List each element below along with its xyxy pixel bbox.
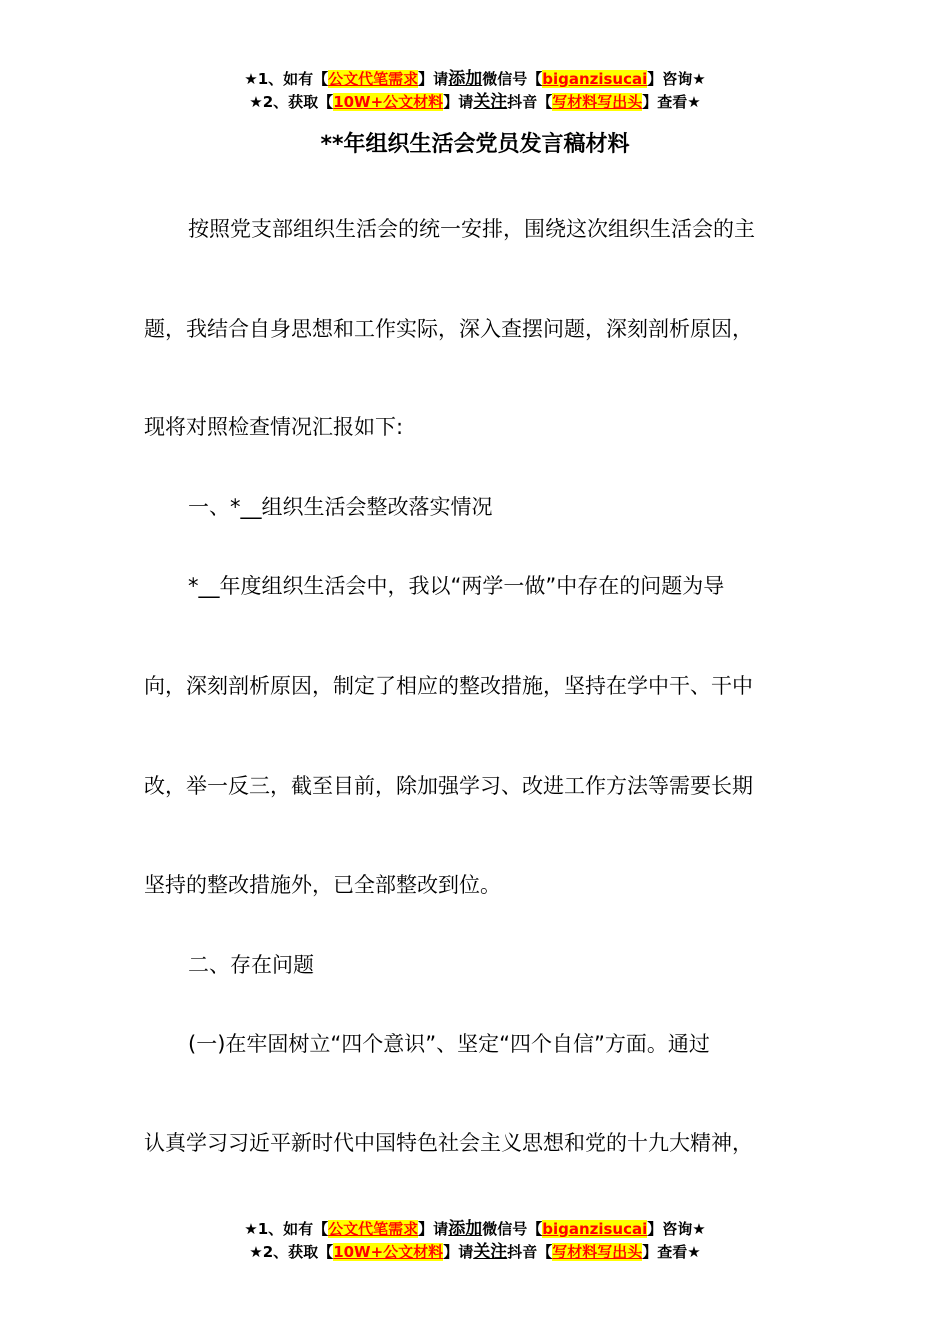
follow-emphasis: 关注 <box>473 92 508 112</box>
header-banner-line-2 <box>0 91 950 114</box>
footer-banner-line-1 <box>0 1218 950 1241</box>
body-line-11: 认真学习习近平新时代中国特色社会主义思想和党的十九大精神， <box>144 1131 753 1155</box>
banner-text: 微信号【 <box>482 1220 543 1238</box>
footer-banner <box>0 1218 950 1264</box>
service-highlight: 公文代笔需求 <box>328 1220 419 1238</box>
wechat-id-highlight: biganzisucai <box>542 1220 648 1238</box>
document-title: **年组织生活会党员发言稿材料 <box>320 132 630 157</box>
add-emphasis: 添加 <box>448 69 483 89</box>
section-heading-2: 二、存在问题 <box>188 953 314 977</box>
add-emphasis: 添加 <box>448 1219 483 1239</box>
follow-emphasis: 关注 <box>473 1242 508 1262</box>
footer-banner-line-2 <box>0 1241 950 1264</box>
body-line-10: (一)在牢固树立“四个意识”、坚定“四个自信”方面。通过 <box>188 1032 710 1056</box>
banner-text: 】请 <box>418 70 449 88</box>
banner-text: ★2、获取【 <box>249 1243 334 1261</box>
body-line-7: 改，举一反三，截至目前，除加强学习、改进工作方法等需要长期 <box>144 774 753 798</box>
body-line-3: 现将对照检查情况汇报如下: <box>144 415 404 439</box>
body-line-2: 题，我结合自身思想和工作实际，深入查摆问题，深刻剖析原因， <box>144 317 753 341</box>
banner-text: 】查看★ <box>642 1243 701 1261</box>
banner-text: ★1、如有【 <box>244 1220 329 1238</box>
header-banner-line-1 <box>0 68 950 91</box>
materials-highlight: 10W+公文材料 <box>333 93 444 111</box>
body-line-5: *__年度组织生活会中，我以“两学一做”中存在的问题为导 <box>188 574 725 598</box>
banner-text: ★2、获取【 <box>249 93 334 111</box>
banner-text: 】查看★ <box>642 93 701 111</box>
materials-highlight: 10W+公文材料 <box>333 1243 444 1261</box>
banner-text: ★1、如有【 <box>244 70 329 88</box>
douyin-name-highlight: 写材料写出头 <box>552 1243 643 1261</box>
banner-text: 】请 <box>418 1220 449 1238</box>
banner-text: 】咨询★ <box>647 70 706 88</box>
header-banner <box>0 68 950 114</box>
body-line-8: 坚持的整改措施外，已全部整改到位。 <box>144 873 501 897</box>
banner-text: 】请 <box>443 1243 474 1261</box>
body-line-6: 向，深刻剖析原因，制定了相应的整改措施，坚持在学中干、干中 <box>144 674 753 698</box>
body-line-1: 按照党支部组织生活会的统一安排，围绕这次组织生活会的主 <box>188 217 755 241</box>
banner-text: 抖音【 <box>507 93 553 111</box>
wechat-id-highlight: biganzisucai <box>542 70 648 88</box>
banner-text: 抖音【 <box>507 1243 553 1261</box>
banner-text: 】咨询★ <box>647 1220 706 1238</box>
banner-text: 微信号【 <box>482 70 543 88</box>
douyin-name-highlight: 写材料写出头 <box>552 93 643 111</box>
section-heading-1: 一、*__组织生活会整改落实情况 <box>188 495 493 519</box>
banner-text: 】请 <box>443 93 474 111</box>
service-highlight: 公文代笔需求 <box>328 70 419 88</box>
